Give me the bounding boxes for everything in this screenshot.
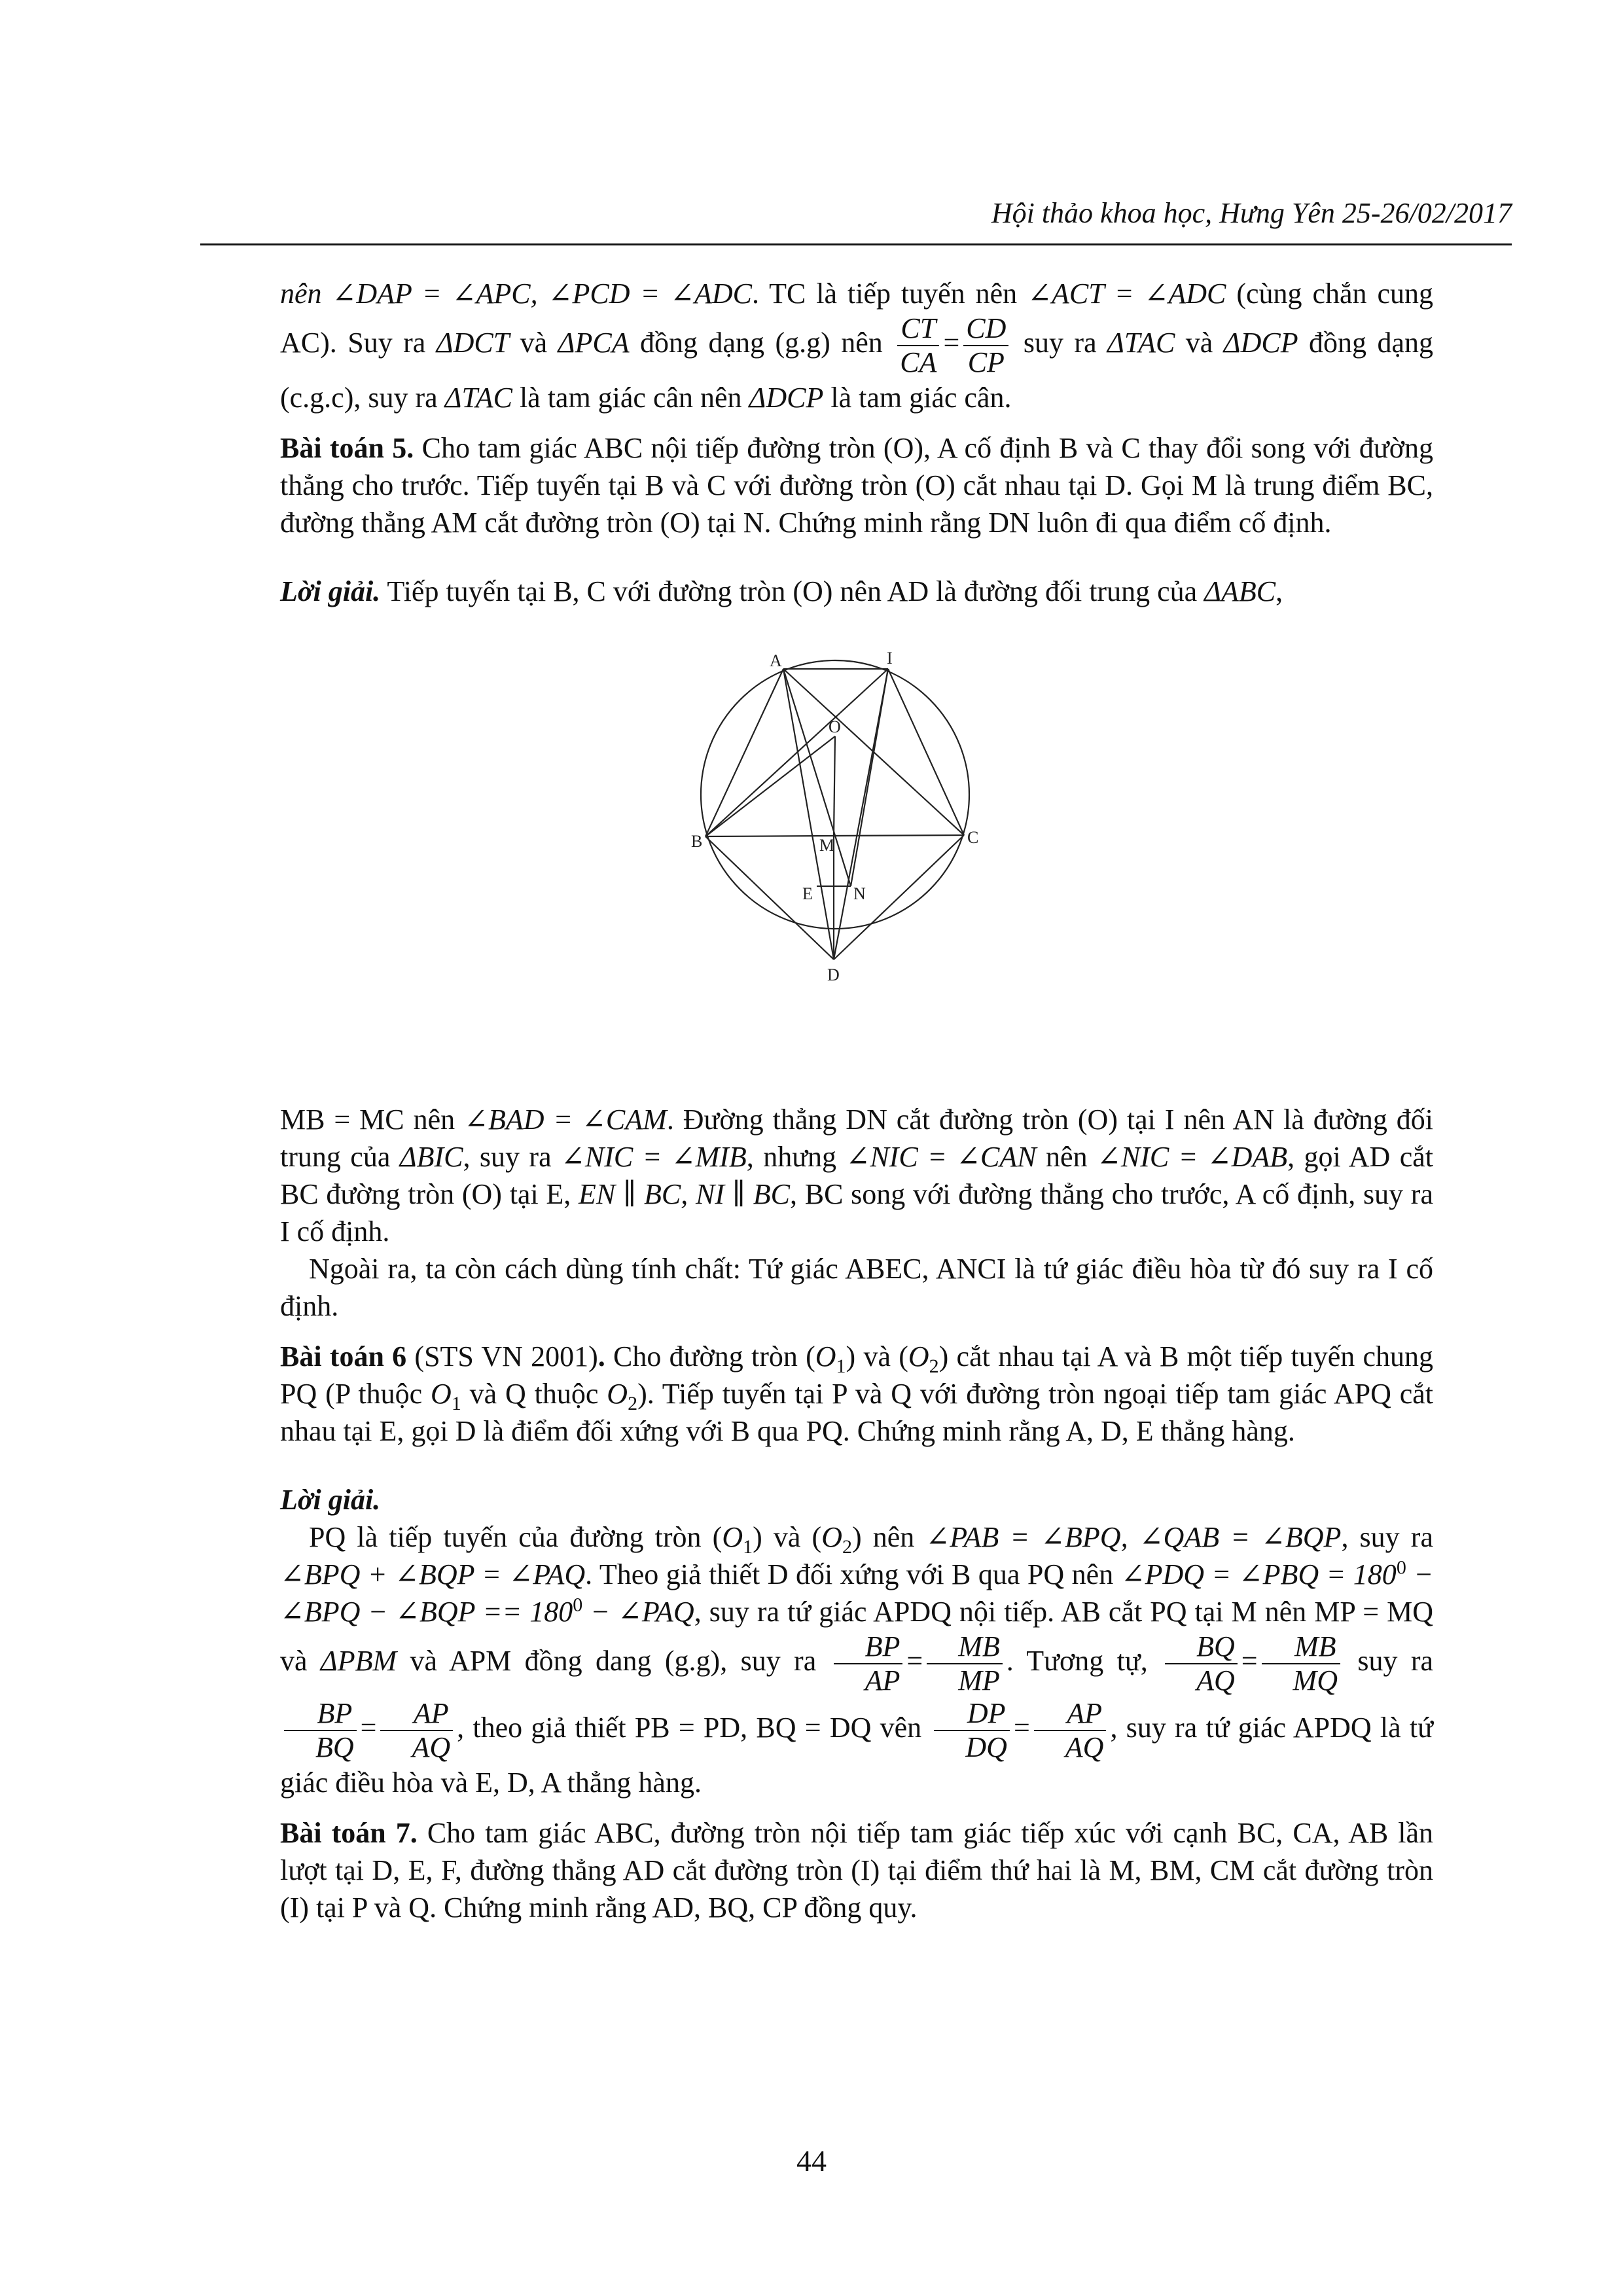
label-d: D (827, 965, 840, 984)
header-rule (200, 243, 1512, 245)
fraction-ct-ca: $\frac{CT}{CA}$ (897, 312, 939, 379)
segment-in (851, 669, 888, 886)
paragraph-continuation: nên ∠DAP = ∠APC, ∠PCD = ∠ADC. TC là tiếp tuyến nên ∠ACT = ∠ADC (cùng chắn cung AC). Suy ra ΔDCT và ΔPCA đồng dạng (g.g) nên $\frac{CT}{CA}$ = $\frac{CD}{CP}$ suy ra ΔTAC và ΔDCP đồng dạng (c.g.c), suy ra ΔTAC là tam giác cân nên ΔDCP là tam giác cân. (280, 278, 1434, 414)
problem-6: Bài toán 6 (STS VN 2001). Cho đường tròn $(O_1)$ và $(O_2)$ cắt nhau tại A và B một tiếp tuyến chung PQ (P thuộc $O_1$ và Q thuộc $O_2$). Tiếp tuyến tại P và Q với đường tròn ngoại tiếp tam giác APQ cắt nhau tại E, gọi D là điểm đối xứng với B qua PQ. Chứng minh rằng A, D, E thẳng hàng. (280, 1340, 1434, 1447)
tangent-bd (705, 836, 834, 960)
label-i: I (887, 649, 893, 668)
segment-ab (705, 669, 783, 836)
circle-o (701, 660, 969, 929)
label-b: B (691, 832, 703, 851)
solution-5-label: Lời giải. (280, 575, 381, 607)
fraction-bp-ap: $\frac{BP}{AP}$ (834, 1630, 903, 1697)
fraction-mb-mp: $\frac{MB}{MP}$ (927, 1630, 1003, 1697)
label-o: O (829, 717, 841, 736)
solution-6-label: Lời giải. (280, 1484, 381, 1516)
problem-7: Bài toán 7. Cho tam giác ABC, đường tròn nội tiếp tam giác tiếp xúc với cạnh BC, CA, AB lần lượt tại D, E, F, đường thẳng AD cắt đường tròn (I) tại điểm thứ hai là M, BM, CM cắt đường tròn (I) tại P và Q. Chứng minh rằng AD, BQ, CP đồng quy. (280, 1817, 1433, 1924)
fraction-mb-mq: $\frac{MB}{MQ}$ (1262, 1630, 1340, 1697)
segment-ad (783, 669, 834, 960)
fraction-dp-dq: $\frac{DP}{DQ}$ (934, 1697, 1010, 1764)
label-e: E (802, 884, 813, 903)
fraction-ap-aq-2: $\frac{AP}{AQ}$ (1034, 1697, 1107, 1764)
geometry-figure (280, 643, 1433, 1075)
solution-6-label-line (280, 1481, 1433, 1518)
page-number: 44 (796, 2144, 827, 2178)
label-c: C (967, 828, 979, 847)
fraction-bp-bq: $\frac{BP}{BQ}$ (284, 1697, 357, 1764)
problem-6-label: Bài toán 6 (280, 1340, 407, 1372)
segment-om (834, 736, 835, 835)
segment-ic (888, 669, 964, 835)
label-m: M (819, 836, 835, 855)
segment-bm-o (705, 736, 835, 836)
solution-5-body: MB = MC nên ∠BAD = ∠CAM. Đường thẳng DN cắt đường tròn (O) tại I nên AN là đường đối trung của ΔBIC, suy ra ∠NIC = ∠MIB, nhưng ∠NIC = ∠CAN nên ∠NIC = ∠DAB, gọi AD cắt BC đường tròn (O) tại E, EN ∥ BC, NI ∥ BC, BC song với đường thẳng cho trước, A cố định, suy ra I cố định. (280, 1103, 1433, 1247)
problem-7-label: Bài toán 7. (280, 1817, 418, 1849)
label-n: N (853, 884, 866, 903)
page-content (280, 275, 1433, 1926)
segment-an (783, 669, 851, 886)
solution-5-intro: Lời giải. Tiếp tuyến tại B, C với đường tròn (O) nên AD là đường đối trung của ΔABC, (280, 575, 1283, 607)
fraction-ap-aq: $\frac{AP}{AQ}$ (380, 1697, 453, 1764)
solution-6-body: PQ là tiếp tuyến của đường tròn $(O_1)$ và $(O_2)$ nên ∠PAB = ∠BPQ, ∠QAB = ∠BQP, suy ra ∠BPQ + ∠BQP = ∠PAQ. Theo giả thiết D đối xứng với B qua PQ nên ∠PDQ = ∠PBQ = $180^0$ − ∠BPQ − ∠BQP == $180^0$ − ∠PAQ, suy ra tứ giác APDQ nội tiếp. AB cắt PQ tại M nên MP = MQ và ΔPBM và APM đồng dang (g.g), suy ra $\frac{BP}{AP}$ = $\frac{MB}{MP}$ . Tương tự, $\frac{BQ}{AQ}$ = $\frac{MB}{MQ}$ suy ra $\frac{BP}{BQ}$ = $\frac{AP}{AQ}$ , theo giả thiết PB = PD, BQ = DQ vên $\frac{DP}{DQ}$ = $\frac{AP}{AQ}$ , suy ra tứ giác APDQ là tứ giác điều hòa và E, D, A thẳng hàng. (280, 1521, 1434, 1799)
label-a: A (770, 651, 782, 670)
problem-5-label: Bài toán 5. (280, 432, 414, 464)
problem-5: Bài toán 5. Cho tam giác ABC nội tiếp đường tròn (O), A cố định B và C thay đổi song với đường thẳng cho trước. Tiếp tuyến tại B và C với đường tròn (O) cắt nhau tại D. Gọi M là trung điểm BC, đường thẳng AM cắt đường tròn (O) tại N. Chứng minh rằng DN luôn đi qua điểm cố định. (280, 432, 1433, 539)
solution-5-alternative: Ngoài ra, ta còn cách dùng tính chất: Tứ giác ABEC, ANCI là tứ giác điều hòa từ đó suy ra I cố định. (280, 1253, 1433, 1322)
page-header: Hội thảo khoa học, Hưng Yên 25-26/02/2017 (991, 197, 1512, 229)
segment-ib (705, 669, 888, 836)
fraction-cd-cp: $\frac{CD}{CP}$ (963, 312, 1008, 379)
fraction-bq-aq: $\frac{BQ}{AQ}$ (1165, 1630, 1238, 1697)
geometry-diagram (691, 643, 979, 1062)
